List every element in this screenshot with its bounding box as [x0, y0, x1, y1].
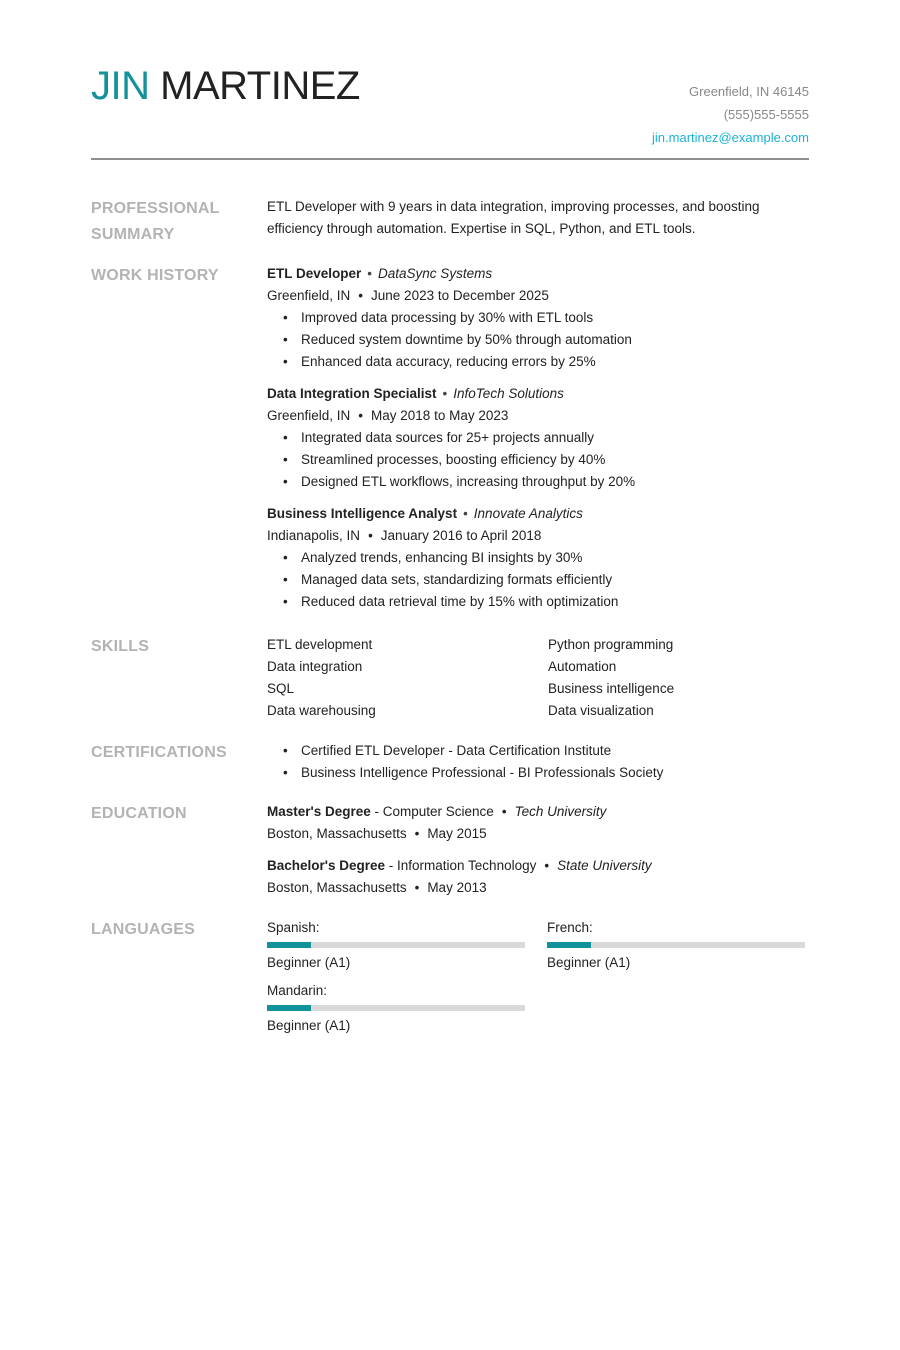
job-bullets: [283, 307, 809, 373]
separator-dot: •: [358, 408, 364, 423]
job-heading: [267, 503, 809, 525]
section-title-languages: LANGUAGES: [91, 921, 196, 938]
section-languages: [91, 917, 809, 1042]
section-title-summary: PROFESSIONAL SUMMARY: [91, 200, 220, 243]
job-title: Business Intelligence Analyst: [267, 506, 458, 521]
language-level: Beginner (A1): [267, 1018, 351, 1033]
skill-item: Automation: [548, 659, 617, 674]
skill-item: Data integration: [267, 659, 363, 674]
separator-dot: •: [414, 826, 420, 841]
education-location-date: [267, 823, 809, 845]
proficiency-bar: [547, 942, 805, 948]
job-heading: [267, 383, 809, 405]
skill-item: SQL: [267, 681, 295, 696]
section-education: [91, 801, 809, 901]
separator-dot: •: [501, 804, 507, 819]
separator-dot: •: [442, 386, 448, 401]
contact-email[interactable]: jin.martinez@example.com: [652, 130, 809, 145]
job-location-dates: [267, 405, 809, 427]
job-entry: [267, 383, 809, 493]
language-item: [547, 917, 805, 974]
proficiency-fill: [267, 1005, 311, 1011]
summary-text: ETL Developer with 9 years in data integration, improving processes, and boosting efficiency through automation. Expertise in SQL, Python, and ETL tools.: [267, 199, 760, 236]
language-item: [267, 980, 525, 1037]
certifications-list: [267, 740, 809, 784]
contact-block: [652, 80, 809, 149]
proficiency-bar: [267, 1005, 525, 1011]
job-location-dates: [267, 285, 809, 307]
degree: Master's Degree: [267, 804, 371, 819]
language-name: Mandarin:: [267, 983, 328, 998]
header-divider: [91, 158, 809, 160]
degree: Bachelor's Degree: [267, 858, 386, 873]
section-title-work: WORK HISTORY: [91, 267, 219, 284]
separator-dot: •: [368, 528, 373, 543]
job-bullets: [283, 427, 809, 493]
section-title-skills: SKILLS: [91, 638, 150, 655]
candidate-name: [91, 62, 360, 110]
education-entry: [267, 855, 809, 899]
list-item: • Managed data sets, standardizing formats efficiently: [283, 569, 809, 591]
contact-phone: (555)555-5555: [723, 107, 809, 122]
list-item: • Business Intelligence Professional - BI Professionals Society: [283, 762, 809, 784]
proficiency-fill: [547, 942, 591, 948]
list-item: • Enhanced data accuracy, reducing errors by 25%: [283, 351, 809, 373]
job-dates: June 2023 to December 2025: [371, 288, 549, 303]
job-dates: May 2018 to May 2023: [371, 408, 509, 423]
separator-dot: •: [544, 858, 550, 873]
skill-item: Python programming: [548, 637, 674, 652]
resume-header: [91, 62, 809, 160]
degree-field: - Computer Science: [370, 804, 494, 819]
skills-list: [267, 634, 809, 722]
proficiency-fill: [267, 942, 311, 948]
job-dates: January 2016 to April 2018: [380, 528, 542, 543]
job-entry: [267, 263, 809, 373]
education-location-date: [267, 877, 809, 899]
school: State University: [557, 858, 652, 873]
section-work-history: [91, 263, 809, 623]
job-company: InfoTech Solutions: [453, 386, 564, 401]
job-heading: [267, 263, 809, 285]
proficiency-bar: [267, 942, 525, 948]
separator-dot: •: [414, 880, 420, 895]
job-location: Greenfield, IN: [267, 408, 351, 423]
job-bullets: [283, 547, 809, 613]
job-title: Data Integration Specialist: [267, 386, 437, 401]
language-name: Spanish:: [267, 920, 320, 935]
skill-item: Data visualization: [548, 703, 654, 718]
languages-list: [267, 917, 809, 1037]
job-company: Innovate Analytics: [473, 506, 583, 521]
language-level: Beginner (A1): [547, 955, 631, 970]
school: Tech University: [514, 804, 607, 819]
education-location: Boston, Massachusetts: [267, 826, 407, 841]
language-item: [267, 917, 525, 974]
section-title-education: EDUCATION: [91, 805, 187, 822]
section-skills: [91, 634, 809, 724]
education-location: Boston, Massachusetts: [267, 880, 407, 895]
section-summary: [91, 196, 809, 248]
separator-dot: •: [367, 266, 373, 281]
job-title: ETL Developer: [267, 266, 362, 281]
section-certifications: [91, 740, 809, 786]
degree-field: - Information Technology: [385, 858, 537, 873]
education-date: May 2013: [427, 880, 487, 895]
separator-dot: •: [463, 506, 468, 521]
list-item: • Streamlined processes, boosting efficiency by 40%: [283, 449, 809, 471]
job-entry: [267, 503, 809, 613]
job-location: Indianapolis, IN: [267, 528, 361, 543]
list-item: • Improved data processing by 30% with ETL tools: [283, 307, 809, 329]
job-location: Greenfield, IN: [267, 288, 351, 303]
language-level: Beginner (A1): [267, 955, 351, 970]
contact-address: Greenfield, IN 46145: [689, 84, 809, 99]
education-heading: [267, 801, 809, 823]
list-item: • Designed ETL workflows, increasing throughput by 20%: [283, 471, 809, 493]
education-heading: [267, 855, 809, 877]
list-item: • Analyzed trends, enhancing BI insights by 30%: [283, 547, 809, 569]
list-item: • Reduced system downtime by 50% through automation: [283, 329, 809, 351]
job-company: DataSync Systems: [378, 266, 493, 281]
list-item: • Integrated data sources for 25+ projects annually: [283, 427, 809, 449]
education-list: [267, 801, 809, 909]
list-item: • Reduced data retrieval time by 15% with optimization: [283, 591, 809, 613]
list-item: • Certified ETL Developer - Data Certification Institute: [283, 740, 809, 762]
language-name: French:: [547, 920, 593, 935]
last-name: MARTINEZ: [160, 64, 360, 108]
separator-dot: •: [358, 288, 364, 303]
section-title-certifications: CERTIFICATIONS: [91, 744, 227, 761]
skill-item: Data warehousing: [267, 703, 376, 718]
first-name: JIN: [91, 64, 150, 108]
education-date: May 2015: [427, 826, 487, 841]
job-location-dates: [267, 525, 809, 547]
work-list: [267, 263, 809, 623]
skill-item: ETL development: [267, 637, 373, 652]
cert-bullets: [283, 740, 809, 784]
skill-item: Business intelligence: [548, 681, 675, 696]
education-entry: [267, 801, 809, 845]
